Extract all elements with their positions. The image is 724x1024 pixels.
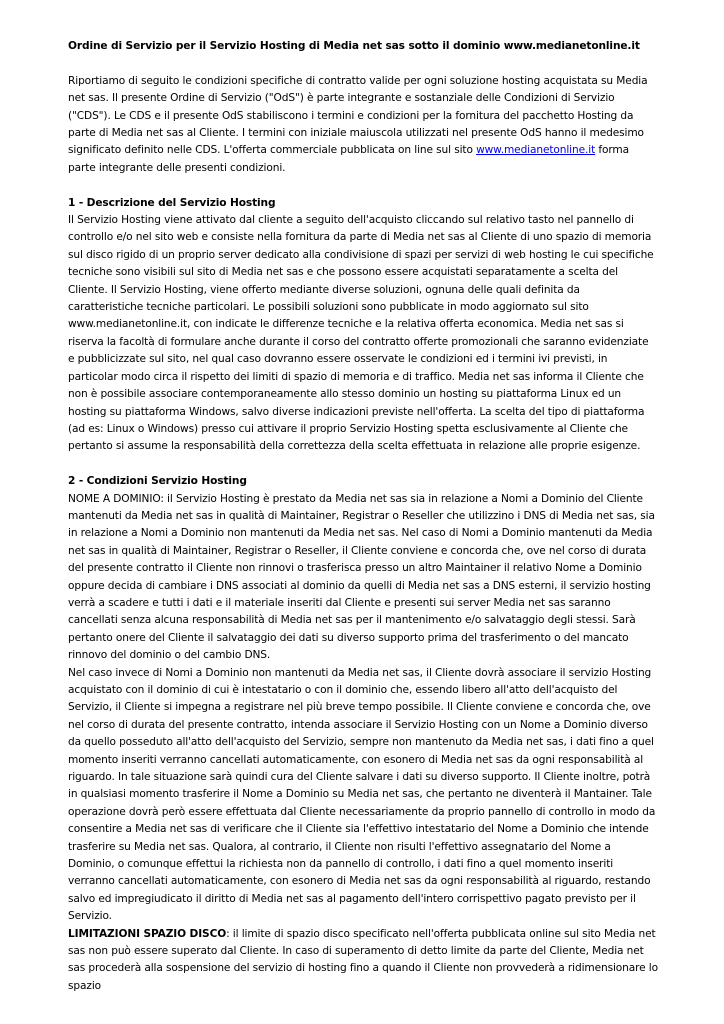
- spacer: [68, 177, 658, 194]
- section-2-disk-limit-paragraph: [68, 926, 658, 996]
- website-link[interactable]: www.medianetonline.it: [476, 144, 596, 157]
- section-2-domain-paragraph: NOME A DOMINIO: il Servizio Hosting è prestato da Media net sas sia in relazione a Nomi a Dominio del Cliente mantenuti da Media net sas in qualità di Maintainer, Registrar o Reseller che utilizzino i DNS di Media net sas, sia in relazione a Nomi a Dominio non mantenuti da Media net sas. Nel caso di Nomi a Dominio mantenuti da Media net sas in qualità di Maintainer, Registrar o Reseller, il Cliente conviene e concorda che, ove nel corso di durata del presente contratto il Cliente non rinnovi o trasferisca presso un altro Maintainer il relativo Nome a Dominio oppure decida di cambiare i DNS associati al dominio da quelli di Media net sas a DNS esterni, il servizio hosting verrà a scadere e tutti i dati e il materiale inseriti dal Cliente e presenti sui server Media net sas saranno cancellati senza alcuna responsabilità di Media net sas per il mantenimento e/o salvataggio degli stessi. Sarà pertanto onere del Cliente il salvataggio dei dati su diverso supporto prima del trasferimento o del mancato rinnovo del dominio o del cambio DNS.: [68, 492, 655, 662]
- disk-limit-text: : il limite di spazio disco specificato nell'offerta pubblicata online sul sito Media net sas non può essere superato dal Cliente. In caso di superamento di detto limite da parte del Cliente, Media net sas procederà alla sospensione del servizio di hosting fino a quando il Cliente non provvederà a ridimensionare lo spazio: [68, 927, 658, 992]
- intro-text-end: forma parte integrante delle presenti condizioni.: [68, 144, 629, 174]
- section-1-body: Il Servizio Hosting viene attivato dal cliente a seguito dell'acquisto cliccando sul relativo tasto nel pannello di controllo e/o nel sito web e consiste nella fornitura da parte di Media net sas al Cliente di uno spazio di memoria sul disco rigido di un proprio server dedicato alla condivisione di spazi per servizi di web hosting le cui specifiche tecniche sono visibili sul sito di Media net sas e che possono essere acquistati separatamente a scelta del Cliente. Il Servizio Hosting, viene offerto mediante diverse soluzioni, ognuna delle quali definita da caratteristiche tecniche particolari. Le possibili soluzioni sono pubblicate in modo aggiornato sul sito www.medianetonline.it, con indicate le differenze tecniche e la relativa offerta economica. Media net sas si riserva la facoltà di formulare anche durante il corso del contratto offerte promozionali che saranno evidenziate e pubblicizzate sul sito, nel qual caso dovranno essere osservate le condizioni ed i termini ivi previsti, in particolar modo circa il rispetto dei limiti di spazio di memoria e di traffico. Media net sas informa il Cliente che non è possibile associare contemporaneamente allo stesso dominio un hosting su piattaforma Linux ed un hosting su piattaforma Windows, salvo diverse indicazioni previste nell'offerta. La scelta del tipo di piattaforma (ad es: Linux o Windows) presso cui attivare il proprio Servizio Hosting spetta esclusivamente al Cliente che pertanto si assume la responsabilità della correttezza della scelta effettuata in relazione alle proprie esigenze.: [68, 214, 654, 453]
- intro-paragraph: [68, 73, 658, 177]
- section-2-external-domain-paragraph: Nel caso invece di Nomi a Dominio non mantenuti da Media net sas, il Cliente dovrà associare il servizio Hosting acquistato con il dominio di cui è intestatario o con il dominio che, essendo libero all'atto dell'acquisto del Servizio, il Cliente si impegna a registrare nel più breve tempo possibile. Il Cliente conviene e concorda che, ove nel corso di durata del presente contratto, intenda associare il Servizio Hosting con un Nome a Dominio diverso da quello posseduto all'atto dell'acquisto del Servizio, sempre non mantenuto da Media net sas, i dati fino a quel momento inseriti verranno cancellati automaticamente, con esonero di Media net sas da ogni responsabilità al riguardo. In tale situazione sarà quindi cura del Cliente salvare i dati su diverso supporto. Il Cliente inoltre, potrà in qualsiasi momento trasferire il Nome a Dominio su Media net sas, che pertanto ne diventerà il Mantainer. Tale operazione dovrà però essere effettuata dal Cliente necessariamente da proprio pannello di controllo in modo da consentire a Media net sas di verificare che il Cliente sia l'effettivo intestatario del Nome a Dominio che intende trasferire su Media net sas. Qualora, al contrario, il Cliente non risulti l'effettivo assegnatario del Nome a Dominio, o comunque effettui la richiesta non da pannello di controllo, i dati fino a quel momento inseriti verranno cancellati automaticamente, con esonero di Media net sas da ogni responsabilità al riguardo, restando salvo ed impregiudicato il diritto di Media net sas al pagamento dell'intero corrispettivo pagato previsto per il Servizio.: [68, 666, 656, 923]
- document-page: [68, 38, 658, 995]
- intro-text: Riportiamo di seguito le condizioni specifiche di contratto valide per ogni soluzione hosting acquistata su Media net sas. Il presente Ordine di Servizio ("OdS") è parte integrante e sostanziale delle Condizioni di Servizio ("CDS"). Le CDS e il presente OdS stabiliscono i termini e condizioni per la fornitura del pacchetto Hosting da parte di Media net sas al Cliente. I termini con iniziale maiuscola utilizzati nel presente OdS hanno il medesimo significato definito nelle CDS. L'offerta commerciale pubblicata on line sul sito: [68, 74, 648, 157]
- spacer: [68, 456, 658, 473]
- section-2-heading: 2 - Condizioni Servizio Hosting: [68, 475, 247, 488]
- disk-limit-label: LIMITAZIONI SPAZIO DISCO: [68, 927, 227, 940]
- document-title: Ordine di Servizio per il Servizio Hosting di Media net sas sotto il dominio www.medianetonline.it: [68, 40, 640, 52]
- section-1-heading: 1 - Descrizione del Servizio Hosting: [68, 196, 276, 209]
